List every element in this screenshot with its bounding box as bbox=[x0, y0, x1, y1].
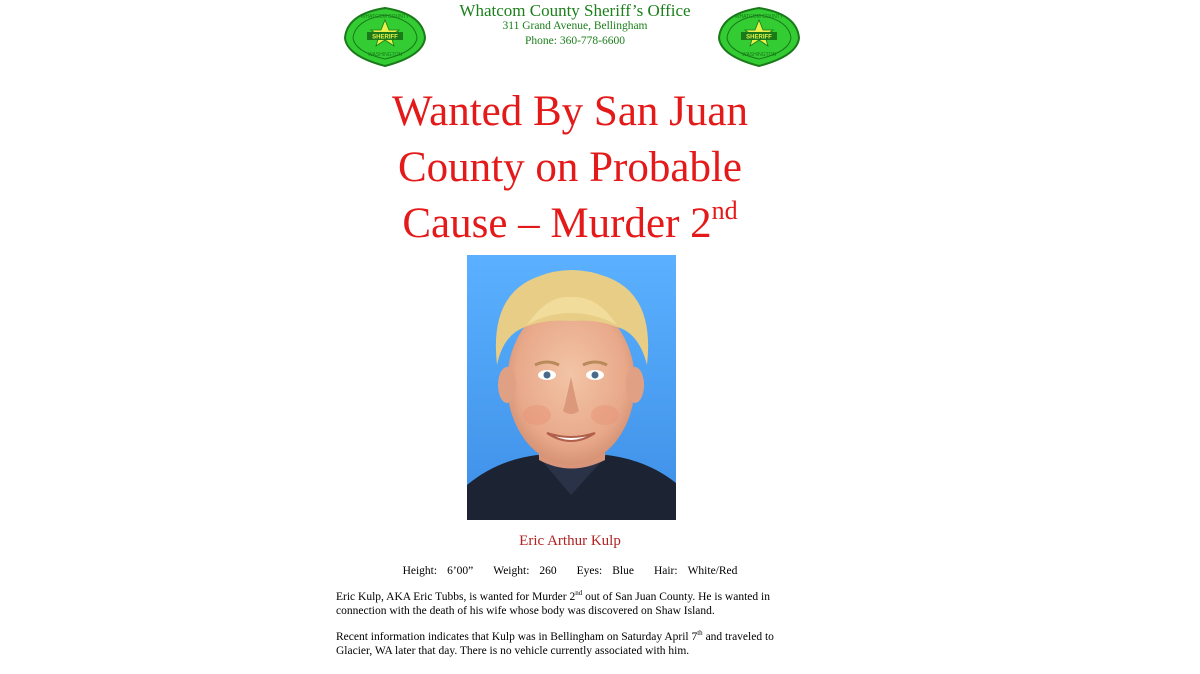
office-address: 311 Grand Avenue, Bellingham bbox=[502, 20, 648, 32]
p1-text-a: Eric Kulp, AKA Eric Tubbs, is wanted for Murder 2 bbox=[336, 591, 576, 603]
svg-text:WASHINGTON: WASHINGTON bbox=[741, 52, 777, 58]
suspect-portrait-image bbox=[467, 255, 676, 520]
physical-description bbox=[330, 565, 810, 577]
weight-value: 260 bbox=[539, 565, 557, 577]
headline-line-3 bbox=[330, 196, 810, 252]
svg-text:SHERIFF: SHERIFF bbox=[746, 34, 772, 41]
height-value: 6’00” bbox=[447, 565, 474, 577]
hair-value: White/Red bbox=[687, 565, 738, 577]
suspect-photo bbox=[467, 255, 676, 520]
headline-line-2: County on Probable bbox=[398, 144, 742, 191]
svg-text:SHERIFF: SHERIFF bbox=[372, 34, 398, 41]
description-paragraph-1 bbox=[336, 590, 796, 618]
svg-text:WHATCOM COUNTY: WHATCOM COUNTY bbox=[734, 14, 784, 20]
sheriff-badge-icon bbox=[341, 4, 429, 68]
p1-superscript: nd bbox=[575, 589, 583, 597]
headline-line-3-main: Cause – Murder 2 bbox=[402, 200, 712, 247]
p2-text-a: Recent information indicates that Kulp was in Bellingham on Saturday April 7 bbox=[336, 631, 698, 643]
p1-text-c: connection with the death of his wife whose body was discovered on Shaw Island. bbox=[336, 605, 715, 617]
eyes-label: Eyes: bbox=[576, 565, 603, 577]
sheriff-badge-logo-left bbox=[341, 4, 429, 68]
p2-superscript: th bbox=[697, 629, 703, 637]
headline-line-3-superscript: nd bbox=[711, 196, 738, 225]
office-title: Whatcom County Sheriff’s Office bbox=[459, 1, 691, 20]
office-phone: Phone: 360-778-6600 bbox=[525, 35, 625, 47]
headline-line-1: Wanted By San Juan bbox=[391, 88, 748, 135]
p2-text-c: Glacier, WA later that day. There is no vehicle currently associated with him. bbox=[336, 645, 690, 657]
height-label: Height: bbox=[402, 565, 438, 577]
svg-text:WHATCOM COUNTY: WHATCOM COUNTY bbox=[360, 14, 410, 20]
wanted-headline bbox=[330, 84, 810, 252]
svg-text:WASHINGTON: WASHINGTON bbox=[367, 52, 403, 58]
p2-text-b: and traveled to bbox=[702, 631, 774, 643]
eyes-value: Blue bbox=[612, 565, 634, 577]
weight-label: Weight: bbox=[493, 565, 530, 577]
hair-label: Hair: bbox=[653, 565, 678, 577]
p1-text-b: out of San Juan County. He is wanted in bbox=[582, 591, 770, 603]
description-paragraph-2 bbox=[336, 630, 796, 658]
suspect-name: Eric Arthur Kulp bbox=[519, 533, 621, 549]
